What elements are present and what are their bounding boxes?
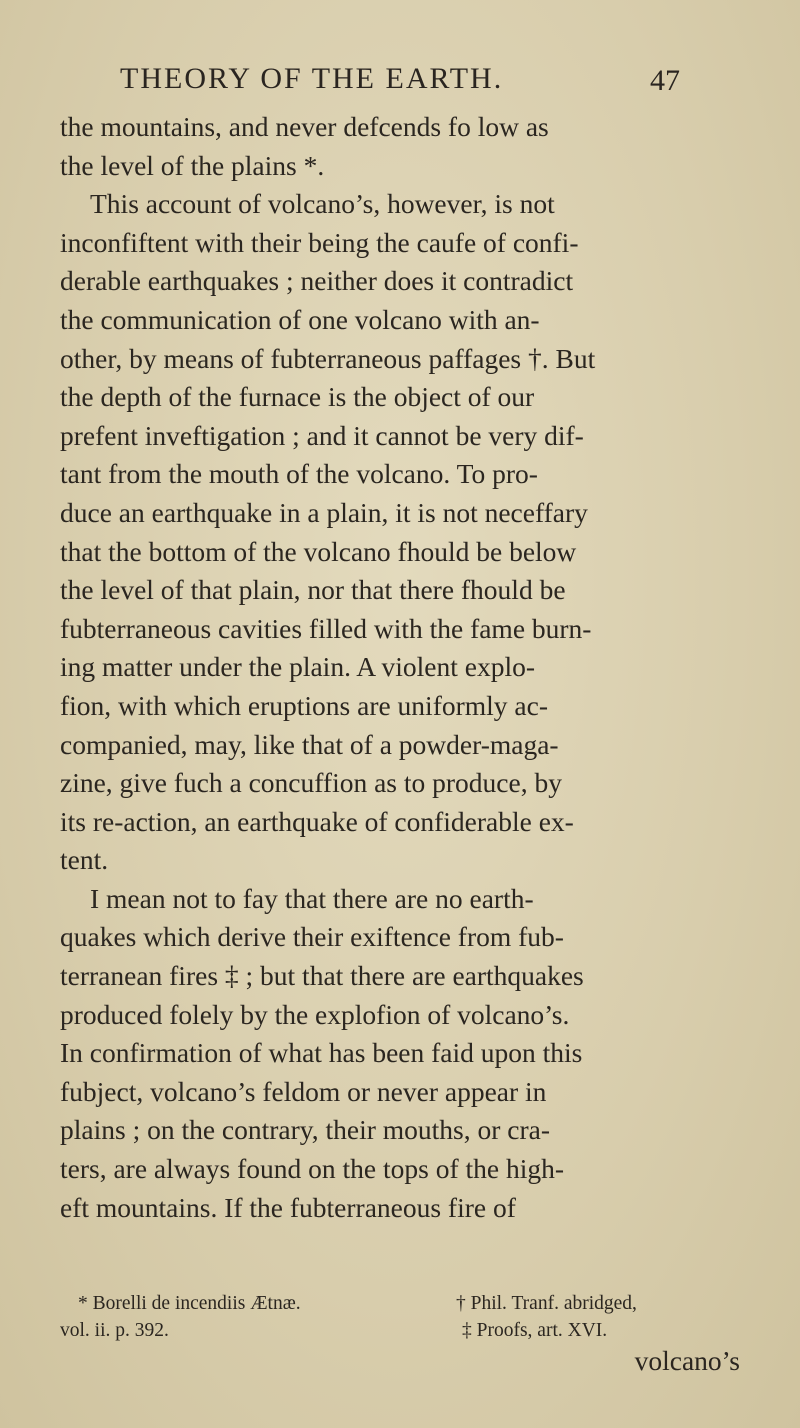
text-line: duce an earthquake in a plain, it is not neceffary [60,496,588,528]
text-line: ing matter under the plain. A violent explo- [60,651,536,683]
text-line: tant from the mouth of the volcano. To pro- [60,458,538,490]
text-line: tent. [60,844,109,876]
footnote-row [60,1317,740,1344]
text-line: inconfiftent with their being the caufe of confi- [60,226,579,258]
text-line: its re-action, an earthquake of confiderable ex- [60,805,574,837]
text-line: This account of volcano’s, however, is not [90,188,555,220]
footnote-double-dagger: ‡ Proofs, art. XVI. [462,1320,608,1341]
text-line: the depth of the furnace is the object of our [60,381,535,413]
text-line: the level of that plain, nor that there fhould be [60,574,566,606]
text-line: plains ; on the contrary, their mouths, or cra- [60,1114,551,1146]
text-line: fubterraneous cavities filled with the fame burn- [60,612,592,644]
text-line: the mountains, and never defcends fo low as [60,111,549,142]
page-header [120,62,680,102]
running-title: THEORY OF THE EARTH. [120,62,504,95]
text-line: zine, give fuch a concuffion as to produce, by [60,767,562,799]
text-line: fubject, volcano’s feldom or never appear in [60,1075,547,1107]
text-line: prefent inveftigation ; and it cannot be very dif- [60,419,584,451]
text-line: the level of the plains *. [60,149,325,181]
footnote-star-continued: vol. ii. p. 392. [60,1320,169,1341]
body-text [60,108,750,1227]
text-line: In confirmation of what has been faid upon this [60,1037,583,1069]
text-line: I mean not to fay that there are no earth- [90,882,534,914]
page-number: 47 [650,64,680,97]
text-line: other, by means of fubterraneous paffages †. But [60,342,596,374]
text-line: produced folely by the explofion of volcano’s. [60,998,570,1030]
catchword: volcano’s [634,1345,740,1376]
text-line: quakes which derive their exiftence from fub- [60,921,564,953]
footnotes [60,1290,740,1344]
footnote-dagger: † Phil. Tranf. abridged, [456,1293,637,1314]
text-line: fion, with which eruptions are uniformly ac- [60,689,548,721]
text-line: companied, may, like that of a powder-maga- [60,728,559,760]
footnote-row [60,1290,740,1317]
footnote-star: * Borelli de incendiis Ætnæ. [78,1293,301,1314]
text-line: that the bottom of the volcano fhould be below [60,535,577,567]
text-line: the communication of one volcano with an- [60,303,540,335]
text-line: eft mountains. If the fubterraneous fire of [60,1191,516,1223]
text-line: derable earthquakes ; neither does it contradict [60,265,574,297]
text-line: ters, are always found on the tops of the high- [60,1153,565,1185]
text-line: terranean fires ‡ ; but that there are earthquakes [60,960,584,992]
